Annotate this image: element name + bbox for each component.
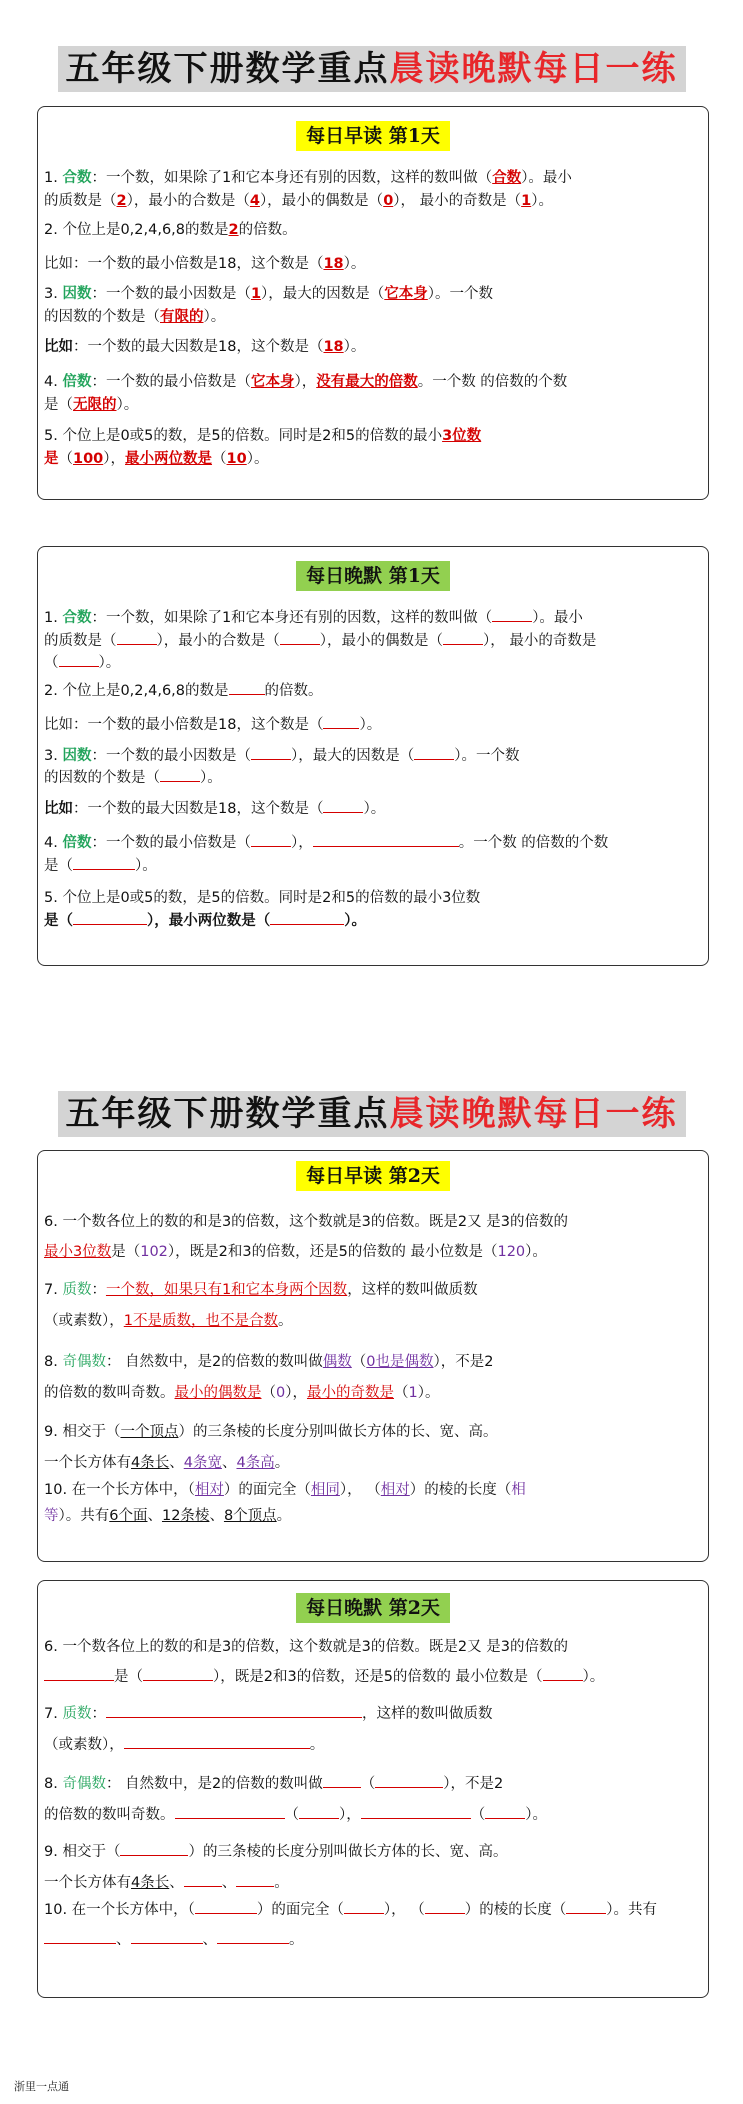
text-line: 比如：一个数的最大因数是18，这个数是（ ）。 bbox=[44, 798, 704, 820]
answer-blank[interactable] bbox=[375, 1773, 443, 1788]
answer-blank[interactable] bbox=[280, 630, 320, 645]
text-line: 的因数的个数是（ ）。 bbox=[44, 767, 704, 789]
section-title: 每日晚默 第2天 bbox=[296, 1593, 450, 1623]
text-line: （或素数）， 。 bbox=[44, 1734, 704, 1756]
answer-blank[interactable] bbox=[299, 1804, 339, 1819]
day1-reading-card bbox=[37, 106, 709, 500]
answer-blank[interactable] bbox=[195, 1899, 257, 1914]
text-line: 的质数是（ ），最小的合数是（ ），最小的偶数是（ ）， 最小的奇数是 bbox=[44, 630, 704, 652]
answer-blank[interactable] bbox=[44, 1666, 114, 1681]
answer-blank[interactable] bbox=[120, 1841, 188, 1856]
text-line: 4. 倍数：一个数的最小倍数是（它本身），没有最大的倍数。一个数 的倍数的个数 bbox=[44, 374, 568, 390]
text-line: 的倍数的数叫奇数。 （ ）， （ ）。 bbox=[44, 1804, 704, 1826]
day2-reading-card bbox=[37, 1150, 709, 1562]
text-line: 10. 在一个长方体中，（相对）的面完全（相同）， （相对）的棱的长度（相 bbox=[44, 1482, 526, 1498]
answer-blank[interactable] bbox=[492, 607, 532, 622]
answer-blank[interactable] bbox=[361, 1804, 471, 1819]
text-line: 7. 质数： ，这样的数叫做质数 bbox=[44, 1703, 704, 1725]
banner-title-black: 五年级下册数学重点 bbox=[65, 49, 390, 89]
text-line: 是（ ），最小两位数是（ ）。 bbox=[44, 910, 704, 932]
answer-blank[interactable] bbox=[313, 832, 459, 847]
text-line: 一个长方体有4条长、4条宽、4条高。 bbox=[44, 1455, 290, 1471]
text-line: 的质数是（2），最小的合数是（4），最小的偶数是（0）， 最小的奇数是（1）。 bbox=[44, 193, 553, 209]
answer-blank[interactable] bbox=[160, 767, 200, 782]
banner-title-black: 五年级下册数学重点 bbox=[65, 1094, 390, 1134]
text-line: 是（100），最小两位数是（10）。 bbox=[44, 451, 269, 467]
text-line: 10. 在一个长方体中，（ ）的面完全（ ）， （ ）的棱的长度（ ）。共有 bbox=[44, 1899, 704, 1921]
text-line: 5. 个位上是0或5的数，是5的倍数。同时是2和5的倍数的最小3位数 bbox=[44, 428, 482, 444]
answer-blank[interactable] bbox=[73, 910, 147, 925]
answer-blank[interactable] bbox=[443, 630, 483, 645]
answer-blank[interactable] bbox=[73, 855, 135, 870]
page-banner bbox=[0, 1091, 743, 1137]
text-line: 3. 因数：一个数的最小因数是（1），最大的因数是（它本身）。一个数 bbox=[44, 286, 494, 302]
section-title: 每日晚默 第1天 bbox=[296, 561, 450, 591]
answer-blank[interactable] bbox=[44, 1929, 116, 1944]
text-line: 7. 质数：一个数，如果只有1和它本身两个因数，这样的数叫做质数 bbox=[44, 1282, 478, 1298]
text-line: 比如：一个数的最小倍数是18，这个数是（18）。 bbox=[44, 256, 366, 272]
text-line: 是（ ），既是2和3的倍数，还是5的倍数的 最小位数是（ ）。 bbox=[44, 1666, 704, 1688]
text-line: 等）。共有6个面、12条棱、8个顶点。 bbox=[44, 1508, 292, 1524]
answer-blank[interactable] bbox=[485, 1804, 525, 1819]
text-line: 最小3位数是（102），既是2和3的倍数，还是5的倍数的 最小位数是（120）。 bbox=[44, 1244, 547, 1260]
day2-recite-card bbox=[37, 1580, 709, 1998]
answer-blank[interactable] bbox=[106, 1703, 362, 1718]
answer-blank[interactable] bbox=[236, 1872, 274, 1887]
text-line: 9. 相交于（一个顶点）的三条棱的长度分别叫做长方体的长、宽、高。 bbox=[44, 1424, 498, 1440]
text-line: 6. 一个数各位上的数的和是3的倍数，这个数就是3的倍数。既是2又 是3的倍数的 bbox=[44, 1639, 568, 1655]
text-line: 5. 个位上是0或5的数，是5的倍数。同时是2和5的倍数的最小3位数 bbox=[44, 890, 481, 906]
answer-blank[interactable] bbox=[143, 1666, 213, 1681]
text-line: 1. 合数：一个数，如果除了1和它本身还有别的因数，这样的数叫做（合数）。最小 bbox=[44, 170, 572, 186]
answer-blank[interactable] bbox=[323, 798, 363, 813]
text-line: 比如：一个数的最小倍数是18，这个数是（ ）。 bbox=[44, 714, 704, 736]
answer-blank[interactable] bbox=[323, 714, 359, 729]
answer-blank[interactable] bbox=[344, 1899, 384, 1914]
answer-blank[interactable] bbox=[117, 630, 157, 645]
answer-blank[interactable] bbox=[175, 1804, 285, 1819]
text-line: 6. 一个数各位上的数的和是3的倍数，这个数就是3的倍数。既是2又 是3的倍数的 bbox=[44, 1214, 568, 1230]
text-line: 8. 奇偶数： 自然数中，是2的倍数的数叫做 （ ），不是2 bbox=[44, 1773, 704, 1795]
section-title: 每日早读 第2天 bbox=[296, 1161, 450, 1191]
text-line: （或素数），1不是质数，也不是合数。 bbox=[44, 1313, 293, 1329]
text-line: 、 、 。 bbox=[44, 1929, 704, 1951]
text-line: 的倍数的数叫奇数。最小的偶数是（0），最小的奇数是（1）。 bbox=[44, 1385, 440, 1401]
text-line: 是（ ）。 bbox=[44, 855, 704, 877]
text-line: 的因数的个数是（有限的）。 bbox=[44, 309, 226, 325]
text-line: 8. 奇偶数： 自然数中，是2的倍数的数叫做偶数（0也是偶数），不是2 bbox=[44, 1354, 494, 1370]
answer-blank[interactable] bbox=[543, 1666, 583, 1681]
page-banner bbox=[0, 46, 743, 92]
answer-blank[interactable] bbox=[124, 1734, 310, 1749]
text-line: 2. 个位上是0,2,4,6,8的数是 的倍数。 bbox=[44, 680, 704, 702]
text-line: 1. 合数：一个数，如果除了1和它本身还有别的因数，这样的数叫做（ ）。最小 bbox=[44, 607, 704, 629]
text-line: 2. 个位上是0,2,4,6,8的数是2的倍数。 bbox=[44, 222, 297, 238]
text-line: 是（无限的）。 bbox=[44, 397, 139, 413]
day1-recite-card bbox=[37, 546, 709, 966]
answer-blank[interactable] bbox=[425, 1899, 465, 1914]
text-line: 4. 倍数：一个数的最小倍数是（ ）， 。一个数 的倍数的个数 bbox=[44, 832, 704, 854]
text-line: 一个长方体有4条长、 、 。 bbox=[44, 1872, 704, 1894]
text-line: 3. 因数：一个数的最小因数是（ ），最大的因数是（ ）。一个数 bbox=[44, 745, 704, 767]
answer-blank[interactable] bbox=[59, 652, 99, 667]
answer-blank[interactable] bbox=[251, 832, 291, 847]
answer-blank[interactable] bbox=[414, 745, 454, 760]
answer-blank[interactable] bbox=[229, 680, 265, 695]
banner-title-red: 晨读晚默每日一练 bbox=[389, 49, 678, 89]
section-title: 每日早读 第1天 bbox=[296, 121, 450, 151]
text-line: （ ）。 bbox=[44, 652, 704, 674]
text-line: 9. 相交于（ ）的三条棱的长度分别叫做长方体的长、宽、高。 bbox=[44, 1841, 704, 1863]
answer-blank[interactable] bbox=[217, 1929, 289, 1944]
footer-watermark: 浙里一点通 bbox=[14, 2080, 69, 2093]
banner-title-red: 晨读晚默每日一练 bbox=[389, 1094, 678, 1134]
answer-blank[interactable] bbox=[323, 1773, 361, 1788]
answer-blank[interactable] bbox=[270, 910, 344, 925]
answer-blank[interactable] bbox=[566, 1899, 606, 1914]
answer-blank[interactable] bbox=[131, 1929, 203, 1944]
answer-blank[interactable] bbox=[184, 1872, 222, 1887]
text-line: 比如：一个数的最大因数是18，这个数是（18）。 bbox=[44, 339, 366, 355]
answer-blank[interactable] bbox=[251, 745, 291, 760]
